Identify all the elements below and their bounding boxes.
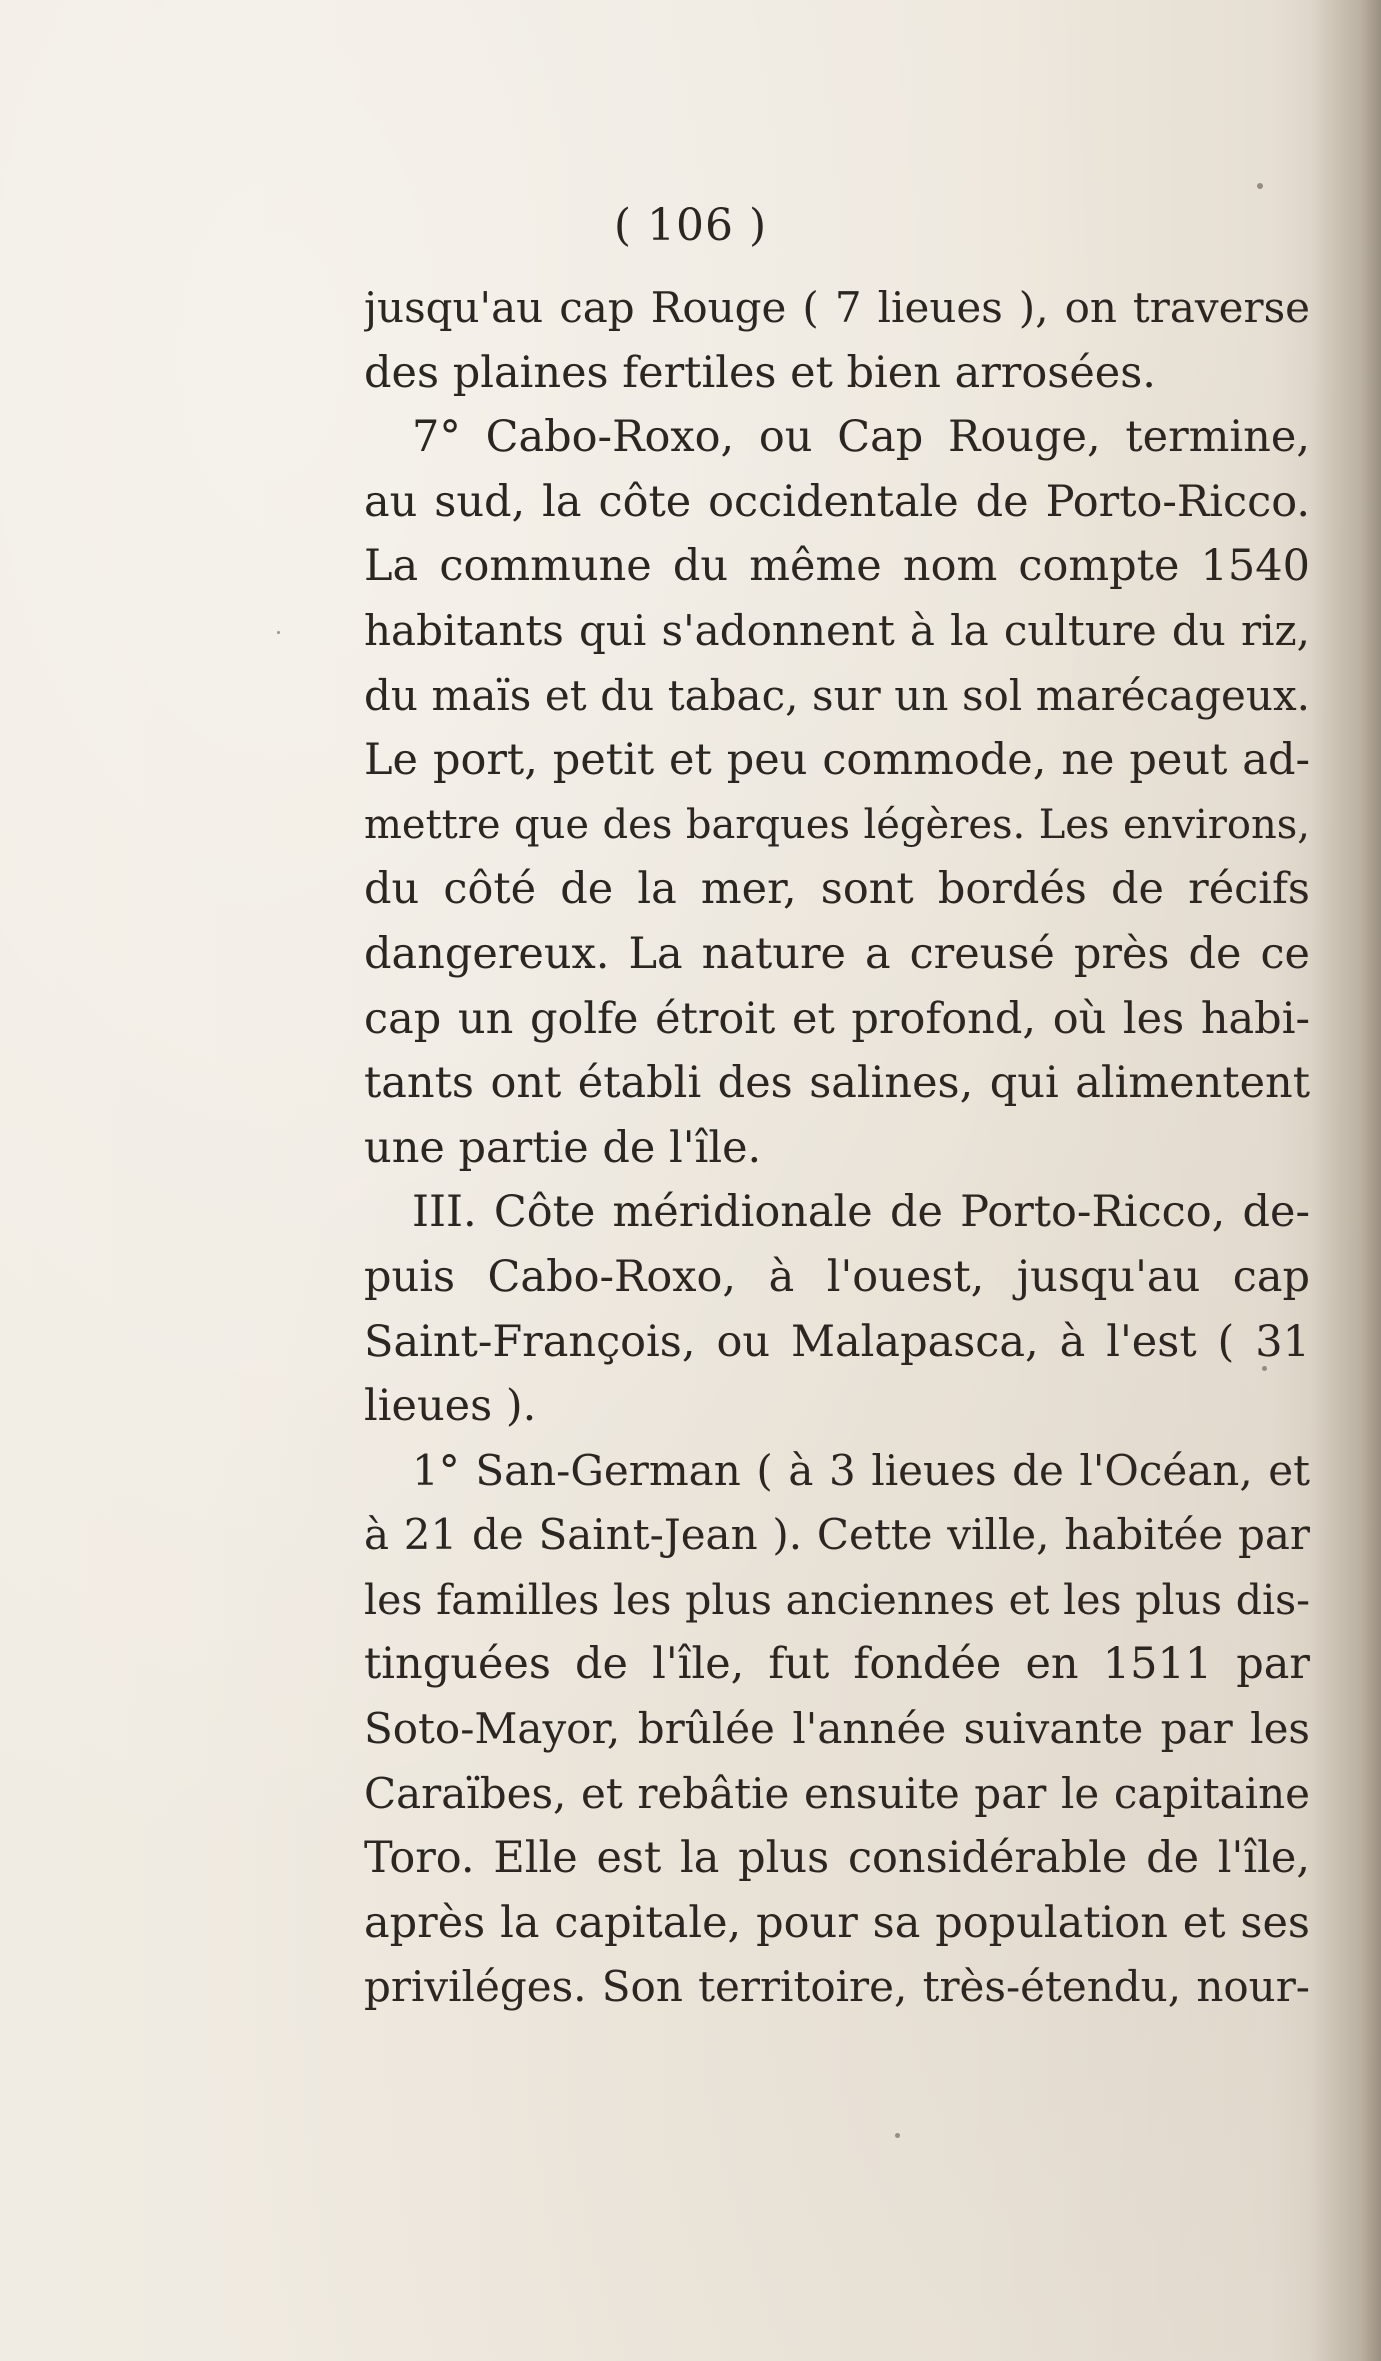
text-line: priviléges. Son territoire, très-étendu, nour- xyxy=(364,1962,1310,2012)
text-line: dangereux. La nature a creusé près de ce xyxy=(364,928,1310,979)
text-line: après la capitale, pour sa population et ses xyxy=(364,1897,1310,1948)
body-text xyxy=(364,276,1310,2020)
text-line: les familles les plus anciennes et les plus dis- xyxy=(364,1575,1310,1624)
text-line: Saint-François, ou Malapasca, à l'est ( 31 xyxy=(364,1316,1310,1367)
text-line: Soto-Mayor, brûlée l'année suivante par les xyxy=(364,1704,1310,1754)
text-line: du maïs et du tabac, sur un sol marécageux. xyxy=(364,670,1310,720)
text-line: une partie de l'île. xyxy=(364,1122,762,1173)
page-gutter-shadow xyxy=(1311,0,1381,2361)
text-line: habitants qui s'adonnent à la culture du riz, xyxy=(364,605,1310,655)
text-line: jusqu'au cap Rouge ( 7 lieues ), on traverse xyxy=(364,283,1310,332)
paper-speck xyxy=(895,2133,900,2138)
text-line: 7° Cabo-Roxo, ou Cap Rouge, termine, xyxy=(412,412,1310,463)
text-line: Le port, petit et peu commode, ne peut ad- xyxy=(364,735,1310,786)
text-line: La commune du même nom compte 1540 xyxy=(364,541,1310,592)
text-line: puis Cabo-Roxo, à l'ouest, jusqu'au cap xyxy=(364,1251,1310,1302)
text-line: lieues ). xyxy=(364,1381,537,1432)
text-line: cap un golfe étroit et profond, où les habi- xyxy=(364,993,1310,1044)
text-line: du côté de la mer, sont bordés de récifs xyxy=(364,864,1310,915)
text-line: 1° San-German ( à 3 lieues de l'Océan, et xyxy=(412,1445,1310,1495)
paper-speck xyxy=(1257,183,1263,189)
text-line: tants ont établi des salines, qui alimentent xyxy=(364,1058,1310,1109)
text-line: tinguées de l'île, fut fondée en 1511 par xyxy=(364,1639,1310,1690)
text-line: Toro. Elle est la plus considérable de l'île, xyxy=(364,1833,1310,1884)
text-line: III. Côte méridionale de Porto-Ricco, de- xyxy=(412,1187,1310,1238)
paper-speck xyxy=(1262,1366,1267,1371)
text-line: mettre que des barques légères. Les environs, xyxy=(364,801,1310,848)
paper-speck xyxy=(277,631,280,634)
text-line: à 21 de Saint-Jean ). Cette ville, habitée par xyxy=(364,1510,1310,1560)
text-line: au sud, la côte occidentale de Porto-Ricco. xyxy=(364,476,1310,527)
page-number: ( 106 ) xyxy=(613,200,768,251)
text-line: Caraïbes, et rebâtie ensuite par le capitaine xyxy=(364,1768,1310,1818)
text-line: des plaines fertiles et bien arrosées. xyxy=(364,347,1156,398)
